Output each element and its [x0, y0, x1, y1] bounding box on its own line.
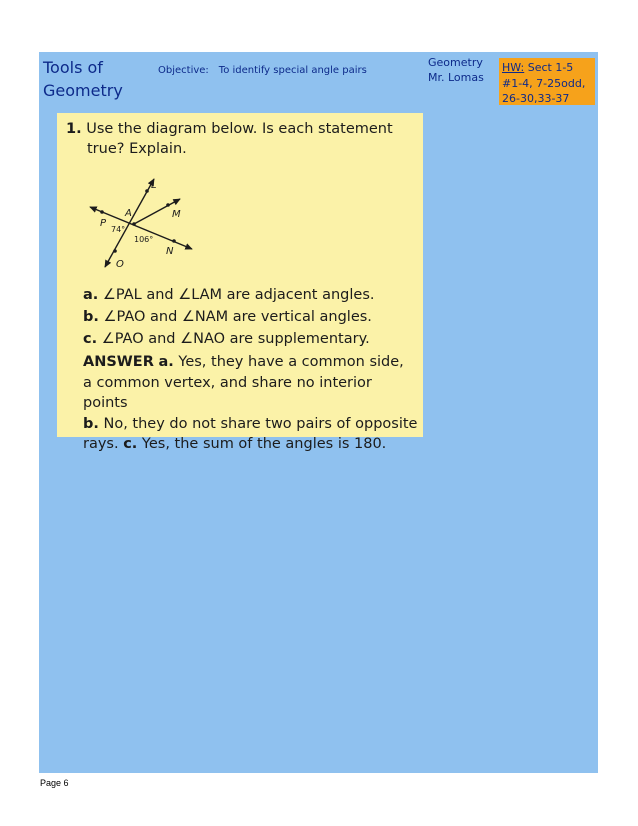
exercise-card: [57, 113, 423, 452]
objective: [158, 65, 367, 76]
course-name: Geometry: [428, 56, 483, 69]
answer-a-letter: a.: [158, 354, 174, 370]
point-l: [145, 189, 149, 193]
label-angle-74: 74°: [111, 225, 126, 234]
statement-c-text: ∠PAO and ∠NAO are supplementary.: [101, 331, 370, 347]
statement-c-letter: c.: [83, 331, 98, 347]
answer-b-text-2: rays.: [83, 436, 119, 452]
statement-b-letter: b.: [83, 309, 99, 325]
course-info: [428, 55, 484, 85]
answer-label: ANSWER: [83, 354, 154, 370]
statement-c: [83, 329, 370, 349]
label-m: M: [172, 209, 181, 220]
statement-a-letter: a.: [83, 287, 99, 303]
point-n: [172, 239, 176, 243]
answer-a-text-1: Yes, they have a common side,: [173, 354, 404, 370]
answer-b-text: No, they do not share two pairs of opposite: [98, 415, 418, 432]
statement-b: [83, 307, 372, 327]
question-number: 1.: [66, 121, 82, 137]
label-angle-106: 106°: [134, 235, 154, 244]
title-line-2: Geometry: [43, 81, 123, 100]
statement-b-text: ∠PAO and ∠NAM are vertical angles.: [103, 309, 372, 325]
hw-line-1: Sect 1-5: [524, 61, 574, 74]
answer-a-text-2: a common vertex, and share no interior points: [83, 374, 372, 411]
point-a: [132, 222, 136, 226]
question-line-1: Use the diagram below. Is each statement: [86, 121, 393, 137]
title-line-1: Tools of: [43, 58, 103, 77]
question-line-2: true? Explain.: [87, 141, 187, 157]
answer-c-text: Yes, the sum of the angles is 180.: [137, 436, 387, 452]
objective-text: To identify special angle pairs: [218, 65, 367, 76]
hw-label: HW:: [502, 61, 525, 74]
label-o: O: [116, 259, 124, 270]
label-p: P: [100, 218, 107, 229]
label-a: A: [125, 208, 132, 219]
answer-c-letter: c.: [123, 436, 138, 452]
angle-diagram: [82, 171, 202, 271]
answer-b-letter: b.: [83, 415, 99, 432]
statement-a: [83, 285, 375, 305]
hw-line-3: 26-30,33-37: [502, 92, 570, 105]
homework-box: [499, 58, 595, 105]
question-prompt: [66, 119, 416, 159]
point-m: [166, 203, 170, 207]
statement-a-text: ∠PAL and ∠LAM are adjacent angles.: [102, 287, 375, 303]
point-p: [100, 210, 104, 214]
page-number: Page 6: [40, 778, 69, 788]
label-n: N: [166, 246, 174, 257]
answer-block: [83, 352, 419, 455]
hw-line-2: #1-4, 7-25odd,: [502, 76, 586, 90]
page-title: [43, 56, 123, 102]
objective-label: Objective:: [158, 65, 209, 76]
label-l: L: [151, 180, 157, 191]
teacher-name: Mr. Lomas: [428, 71, 484, 84]
point-o: [113, 249, 117, 253]
